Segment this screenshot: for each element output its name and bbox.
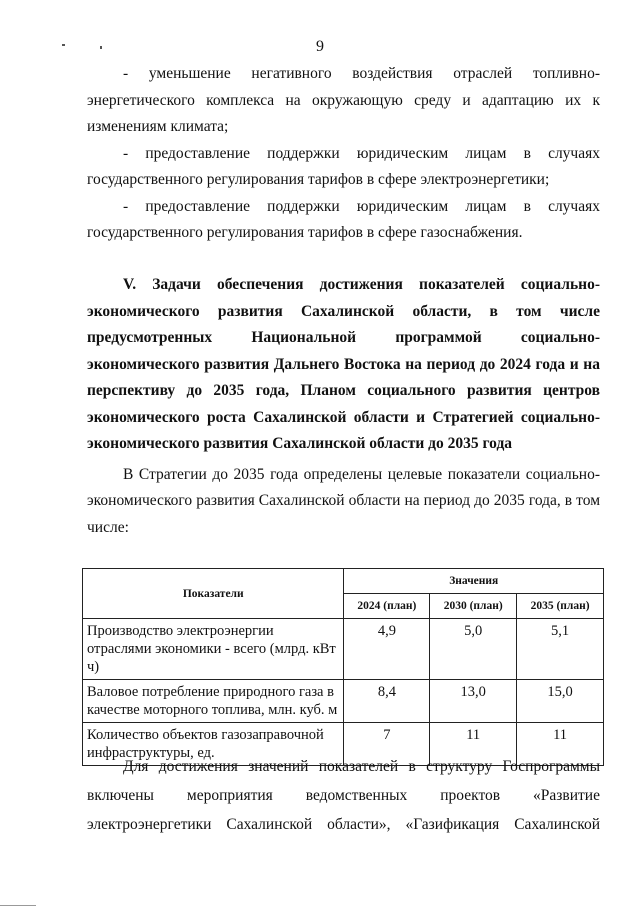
value-cell: 11 [430, 723, 517, 766]
indicator-cell: Валовое потребление природного газа в качестве моторного топлива, млн. куб. м [83, 680, 344, 723]
bullet-item: - уменьшение негативного воздействия отраслей топливно-энергетического комплекса на окружающую среду и адаптацию их к изменениям климата; [87, 65, 600, 135]
bullet-item: - предоставление поддержки юридическим лицам в случаях государственного регулирования тарифов в сфере газоснабжения. [87, 197, 600, 241]
indicator-cell: Количество объектов газозаправочной инфраструктуры, ед. [83, 723, 344, 766]
value-cell: 4,9 [344, 619, 430, 680]
scan-mark [0, 905, 36, 906]
bullet-item: - предоставление поддержки юридическим лицам в случаях государственного регулирования тарифов в сфере электроэнергетики; [87, 144, 600, 188]
header-indicators: Показатели [83, 569, 344, 619]
scan-mark [62, 44, 65, 46]
closing-paragraph [87, 752, 600, 839]
bullet-list [87, 61, 600, 247]
table-row [83, 680, 604, 723]
value-cell: 7 [344, 723, 430, 766]
value-cell: 11 [517, 723, 604, 766]
year-header: 2035 (план) [517, 594, 604, 619]
page-number: 9 [316, 38, 324, 55]
intro-paragraph: В Стратегии до 2035 года определены целевые показатели социально-экономического развития Сахалинской области на период до 2035 года, в том числе: [87, 465, 600, 536]
value-cell: 5,0 [430, 619, 517, 680]
table-row [83, 619, 604, 680]
year-header: 2030 (план) [430, 594, 517, 619]
value-cell: 8,4 [344, 680, 430, 723]
value-cell: 13,0 [430, 680, 517, 723]
indicator-cell: Производство электроэнергии отраслями экономики - всего (млрд. кВт ч) [83, 619, 344, 680]
indicators-table [82, 568, 604, 766]
value-cell: 5,1 [517, 619, 604, 680]
section-heading: V. Задачи обеспечения достижения показателей социально-экономического развития Сахалинской области, в том числе предусмотренных Национальной программой социально-экономического развития Дальнего Востока на период до 2024 года и на перспективу до 2035 года, Планом социального развития центров экономического роста Сахалинской области и Стратегией социально-экономического развития Сахалинской области до 2035 года [87, 276, 600, 452]
year-header: 2024 (план) [344, 594, 430, 619]
closing-line: Для достижения значений показателей в структуру Госпрограммы [123, 758, 600, 775]
scan-mark [100, 46, 102, 49]
closing-line: включены мероприятия ведомственных проектов «Развитие [87, 787, 600, 804]
closing-line: электроэнергетики Сахалинской области», «Газификация Сахалинской [87, 816, 600, 833]
section-block [87, 272, 600, 541]
header-values: Значения [344, 569, 604, 594]
value-cell: 15,0 [517, 680, 604, 723]
